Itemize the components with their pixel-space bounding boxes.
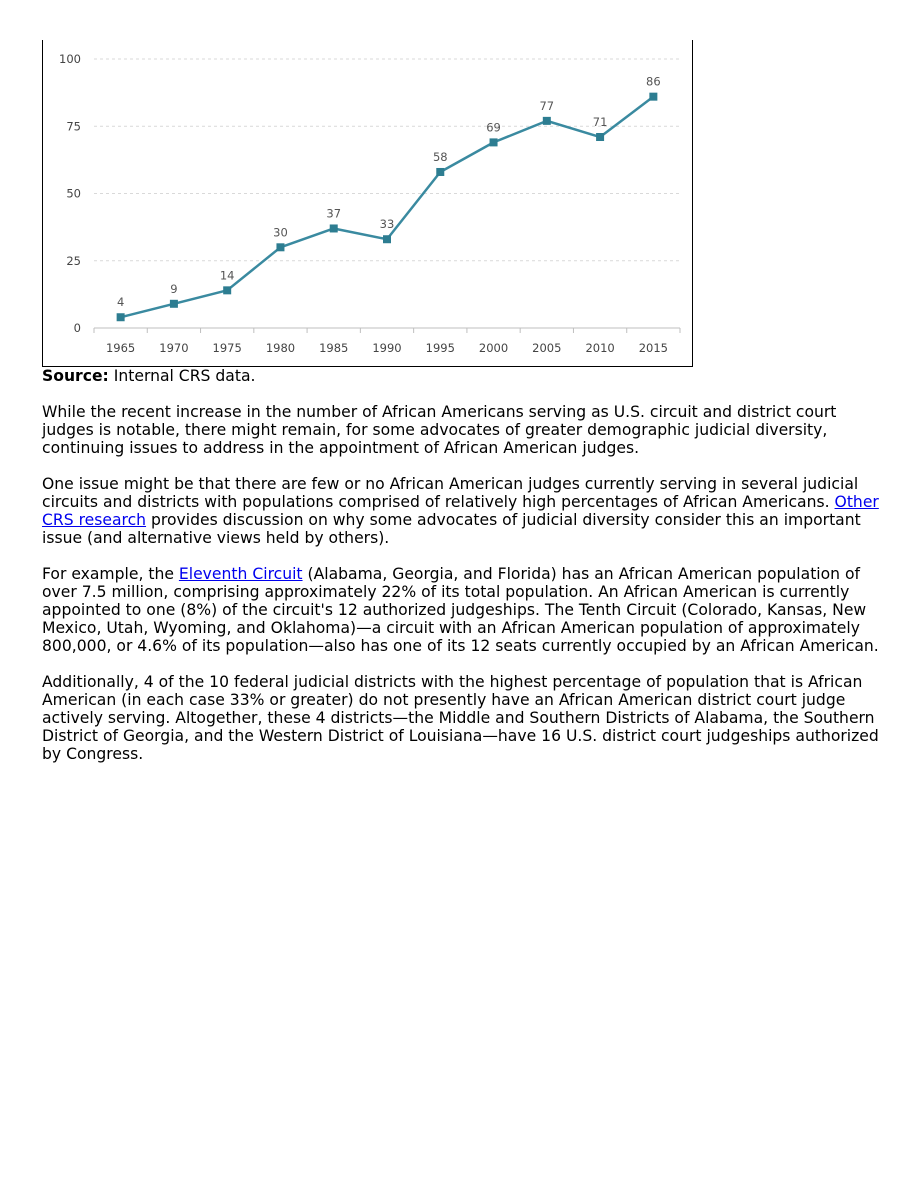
data-point-1995 <box>436 168 444 176</box>
document-body <box>42 367 882 763</box>
series-line <box>121 97 654 318</box>
source-label: Source: <box>42 367 109 385</box>
other-crs-research-link[interactable]: Other CRS research <box>42 493 879 529</box>
x-tick-label-1975: 1975 <box>212 341 242 355</box>
data-label-1970: 9 <box>170 281 178 296</box>
y-tick-label-50: 50 <box>66 186 81 201</box>
y-tick-label-100: 100 <box>59 52 81 66</box>
data-label-2005: 77 <box>539 98 555 113</box>
paragraph-3-start: For example, the <box>42 565 179 583</box>
x-tick-label-1995: 1995 <box>425 341 455 355</box>
y-tick-label-75: 75 <box>66 119 81 134</box>
x-tick-label-1980: 1980 <box>265 341 296 355</box>
x-tick-label-1985: 1985 <box>319 341 349 355</box>
y-tick-label-0: 0 <box>73 321 81 335</box>
data-point-2005 <box>543 117 551 125</box>
paragraph-2 <box>42 475 882 547</box>
data-point-2000 <box>490 138 498 146</box>
data-label-1990: 33 <box>379 217 395 232</box>
data-label-2015: 86 <box>646 74 661 89</box>
data-point-2015 <box>649 93 657 101</box>
data-label-1975: 14 <box>219 268 235 283</box>
data-point-2010 <box>596 133 604 141</box>
data-point-1975 <box>223 286 231 294</box>
x-tick-label-2000: 2000 <box>478 341 509 355</box>
x-tick-label-1965: 1965 <box>105 341 136 355</box>
paragraph-4: Additionally, 4 of the 10 federal judicial districts with the highest percentage of population that is African American (in each case 33% or greater) do not presently have an African American district court judge actively serving. Altogether, these 4 districts—the Middle and Southern Districts of Alabama, the Southern District of Georgia, and the Western District of Louisiana—have 16 U.S. district court judgeships authorized by Congress. <box>42 673 879 763</box>
x-tick-label-2005: 2005 <box>532 341 562 355</box>
paragraph-1: While the recent increase in the number of African Americans serving as U.S. circuit and district court judges is notable, there might remain, for some advocates of greater demographic judicial diversity, continuing issues to address in the appointment of African American judges. <box>42 403 837 457</box>
data-point-1985 <box>330 224 338 232</box>
paragraph-3-end: (Alabama, Georgia, and Florida) has an African American population of over 7.5 million, comprising approximately 22% of its total population. An African American is currently appointed to one (8%) of the circuit's 12 authorized judgeships. The Tenth Circuit (Colorado, Kansas, New Mexico, Utah, Wyoming, and Oklahoma)—a circuit with an African American population of approximately 800,000, or 4.6% of its population—also has one of its 12 seats currently occupied by an African American. <box>42 565 879 655</box>
source-text: Internal CRS data. <box>108 367 256 385</box>
paragraph-3 <box>42 565 882 655</box>
data-label-1965: 4 <box>116 295 125 310</box>
data-label-2010: 71 <box>592 115 608 130</box>
x-tick-label-2015: 2015 <box>638 341 669 355</box>
eleventh-circuit-link[interactable]: Eleventh Circuit <box>178 565 303 583</box>
data-point-1990 <box>383 235 391 243</box>
x-tick-label-1990: 1990 <box>372 341 402 355</box>
data-label-1980: 30 <box>273 225 288 240</box>
data-label-1995: 58 <box>432 149 448 164</box>
paragraph-2-start: One issue might be that there are few or no African American judges currently serving in several judicial circuits and districts with populations comprised of relatively high percentages of African Americans. <box>42 475 859 511</box>
line-chart <box>43 40 694 367</box>
data-label-1985: 37 <box>326 206 342 221</box>
data-label-2000: 69 <box>486 120 501 135</box>
x-tick-label-2010: 2010 <box>585 341 615 355</box>
data-point-1965 <box>117 313 125 321</box>
chart-frame <box>42 40 693 367</box>
data-point-1980 <box>276 243 284 251</box>
y-tick-label-25: 25 <box>66 253 81 268</box>
x-tick-label-1970: 1970 <box>159 341 189 355</box>
data-point-1970 <box>170 300 178 308</box>
source-line <box>42 367 882 385</box>
paragraph-2-end: provides discussion on why some advocates of judicial diversity consider this an important issue (and alternative views held by others). <box>42 511 861 547</box>
